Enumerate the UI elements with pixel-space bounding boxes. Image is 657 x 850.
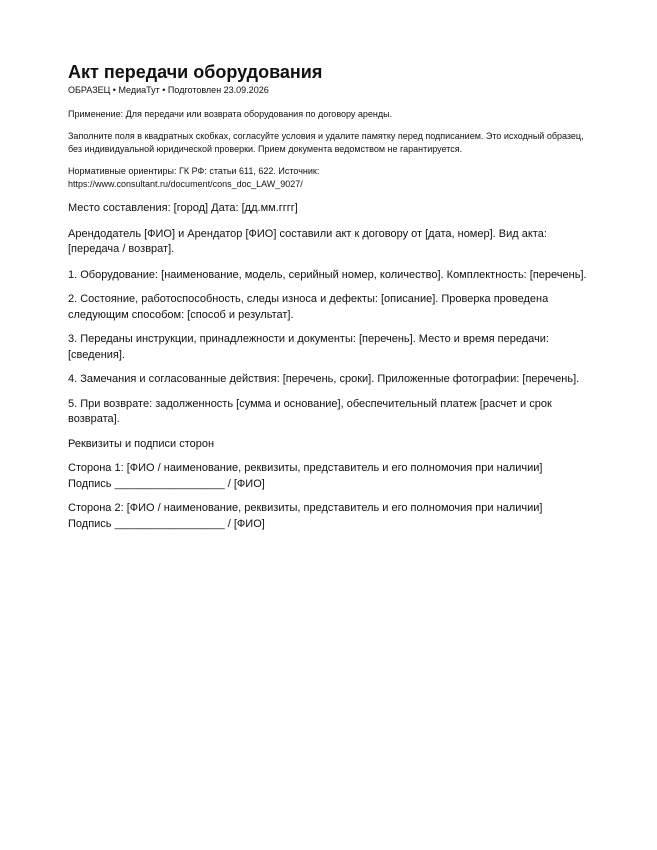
party-2-signature: Подпись __________________ / [ФИО]	[68, 517, 265, 530]
signatures-heading: Реквизиты и подписи сторон	[68, 437, 215, 450]
intro-paragraph: Арендодатель [ФИО] и Арендатор [ФИО] составили акт к договору от [дата, номер]. Вид акта: [передача / возврат].	[68, 227, 547, 255]
normative-text: Нормативные ориентиры: ГК РФ: статьи 611, 622. Источник:	[68, 166, 320, 176]
party-1-signature: Подпись __________________ / [ФИО]	[68, 477, 265, 490]
clause-5: 5. При возврате: задолженность [сумма и основание], обеспечительный платеж [расчет и срок возврата].	[68, 397, 552, 425]
fill-instructions: Заполните поля в квадратных скобках, согласуйте условия и удалите памятку перед подписанием. Это исходный образец, без индивидуальной юридической проверки. Прием документа ведомством не гарантируется.	[68, 131, 584, 154]
clause-4: 4. Замечания и согласованные действия: [перечень, сроки]. Приложенные фотографии: [перечень].	[68, 373, 580, 385]
clause-3: 3. Переданы инструкции, принадлежности и документы: [перечень]. Место и время передачи: [сведения].	[68, 333, 549, 361]
place-date-line: Место составления: [город] Дата: [дд.мм.гггг]	[68, 202, 298, 214]
party-2-block	[68, 501, 588, 532]
clause-1: 1. Оборудование: [наименование, модель, серийный номер, количество]. Комплектность: [перечень].	[68, 268, 587, 281]
document-content	[68, 60, 588, 532]
source-link[interactable]: https://www.consultant.ru/document/cons_doc_LAW_9027/	[68, 178, 303, 189]
clause-2: 2. Состояние, работоспособность, следы износа и дефекты: [описание]. Проверка проведена следующим способом: [способ и результат].	[68, 293, 549, 321]
usage-note: Применение: Для передачи или возврата оборудования по договору аренды.	[68, 108, 393, 119]
document-meta: ОБРАЗЕЦ • МедиаТут • Подготовлен 23.09.2026	[68, 85, 269, 95]
party-1-details: Сторона 1: [ФИО / наименование, реквизиты, представитель и его полномочия при наличии]	[68, 462, 543, 474]
party-1-block	[68, 461, 588, 492]
normative-references	[68, 165, 588, 190]
document-title: Акт передачи оборудования	[68, 62, 323, 82]
party-2-details: Сторона 2: [ФИО / наименование, реквизиты, представитель и его полномочия при наличии]	[68, 502, 543, 514]
